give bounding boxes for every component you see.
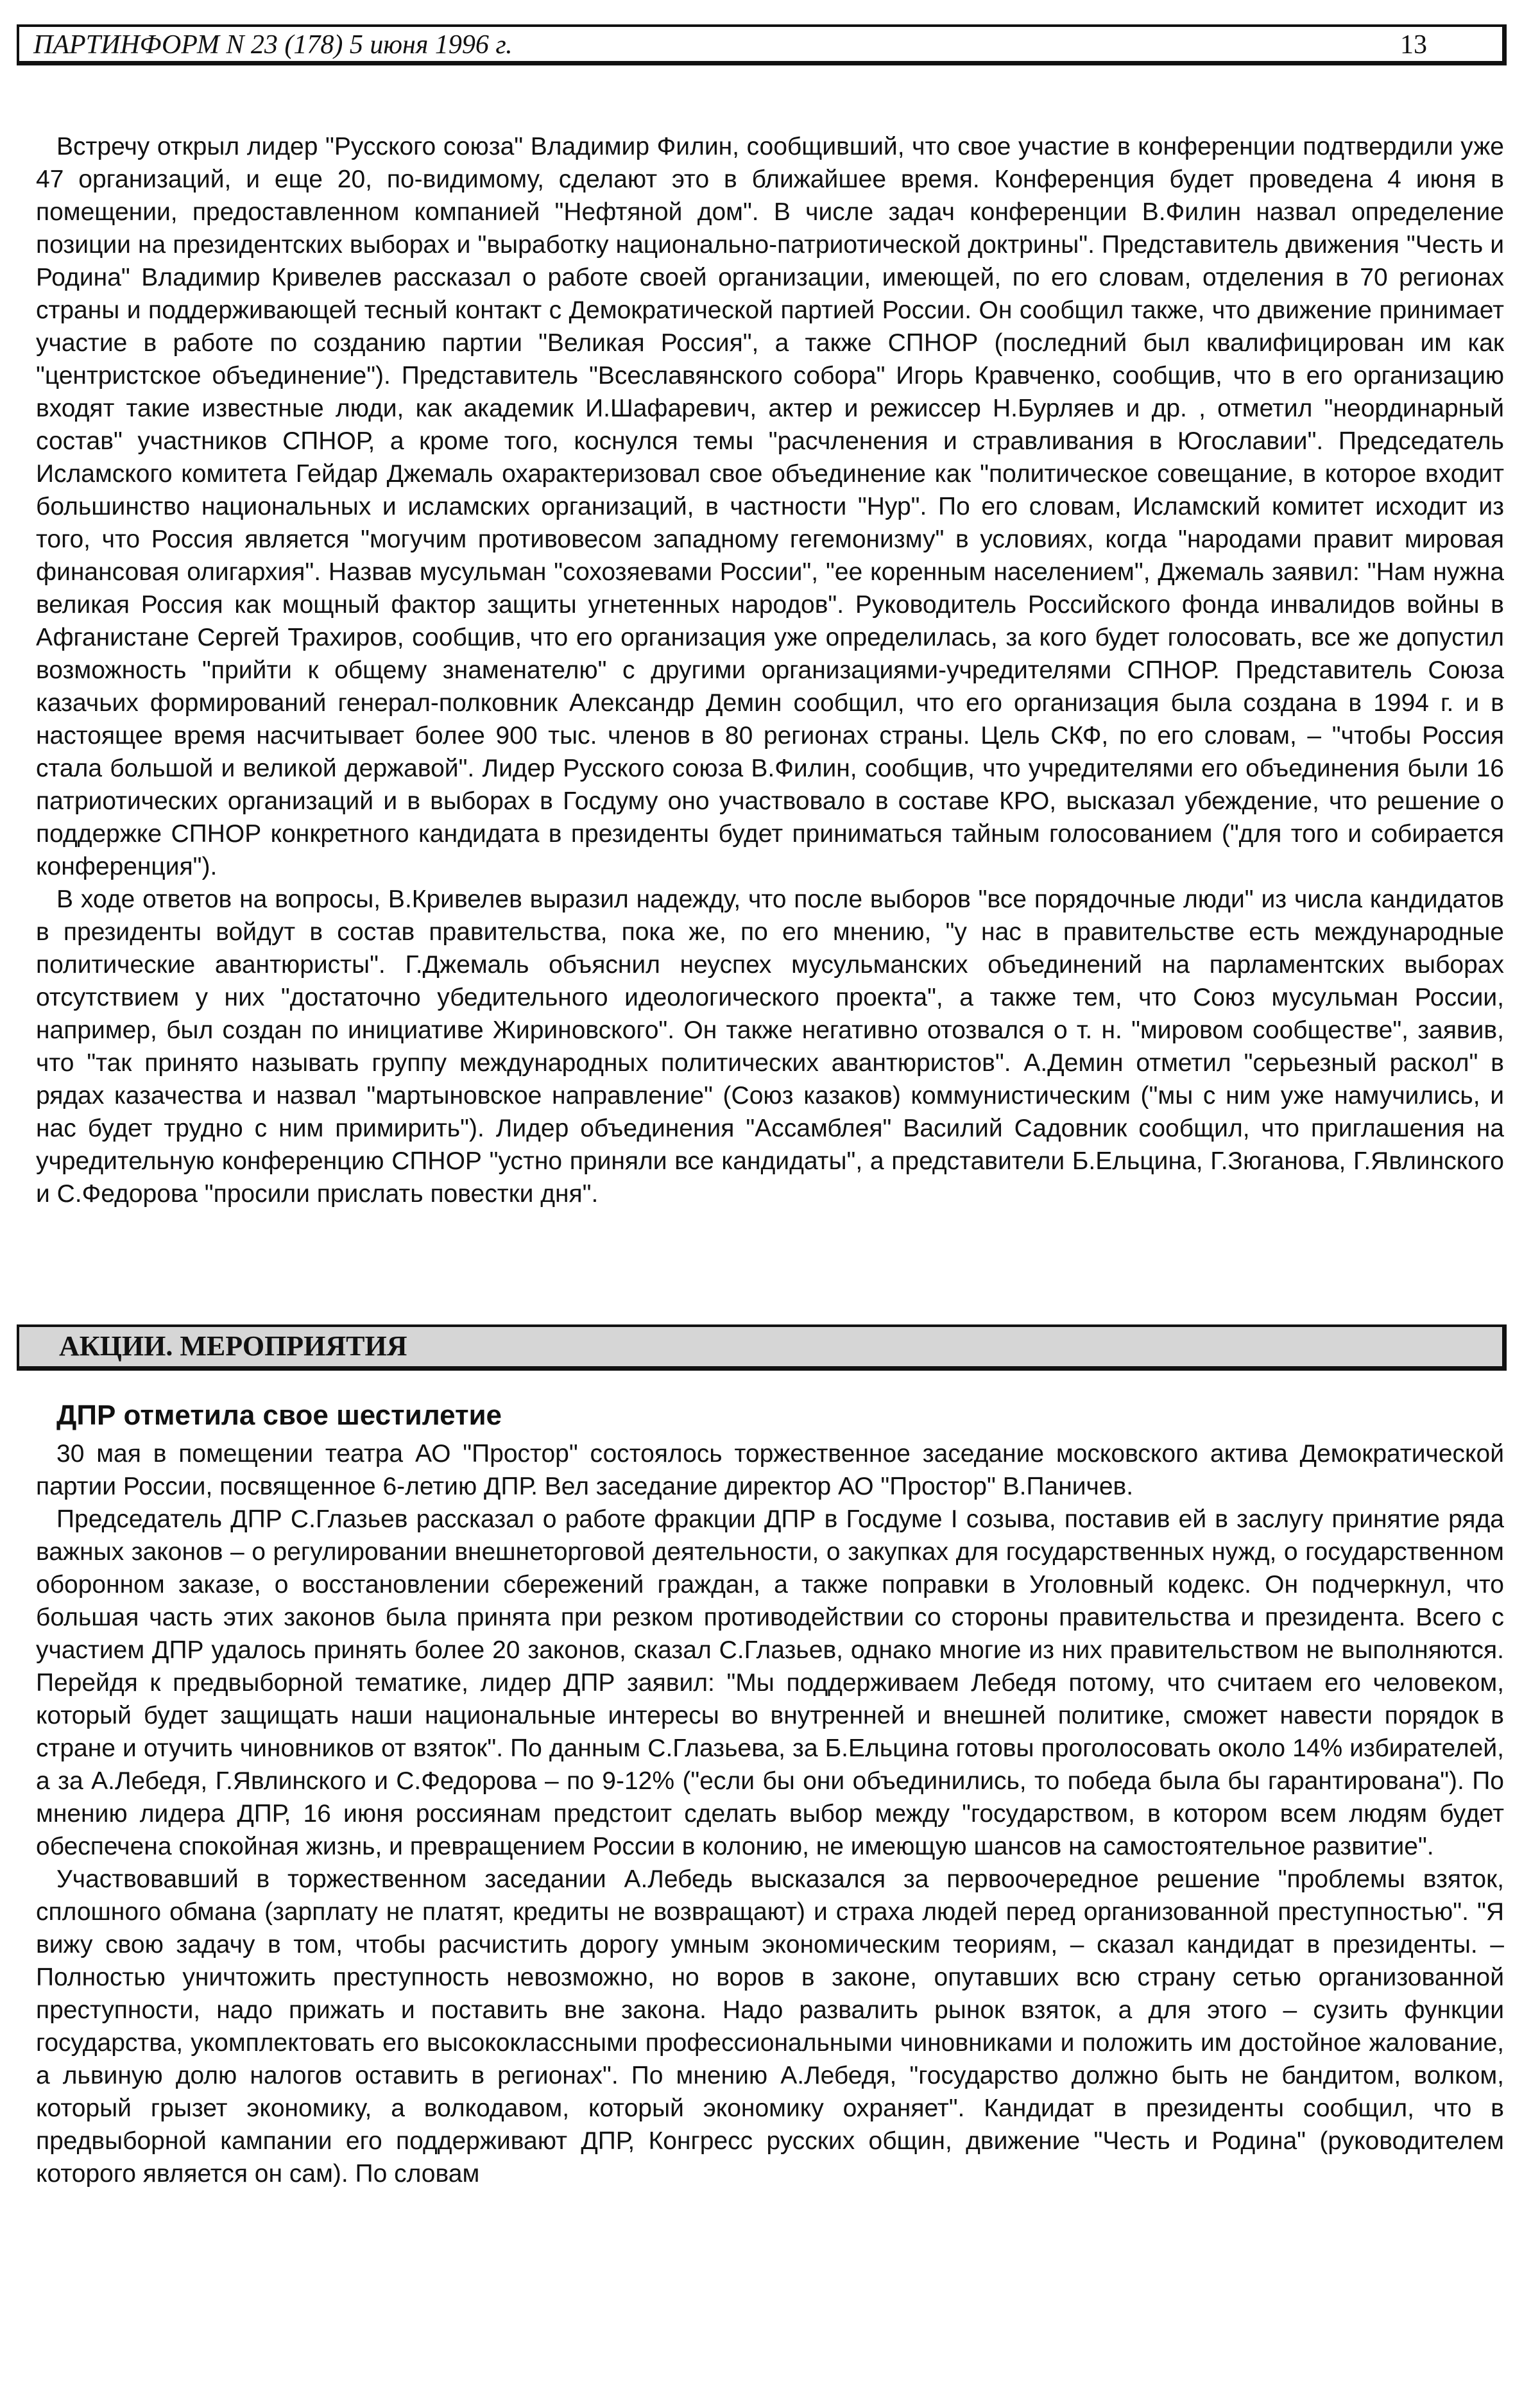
- paragraph: Председатель ДПР С.Глазьев рассказал о работе фракции ДПР в Госдуме I созыва, поставив ей в заслугу принятие ряда важных законов – о регулировании внешнеторговой деятельности, о закупках для государственных нужд, о государственном оборонном заказе, о восстановлении сбережений граждан, а также поправки в Уголовный кодекс. Он подчеркнул, что большая часть этих законов была принята при резком противодействии со стороны правительства и президента. Всего с участием ДПР удалось принять более 20 законов, сказал С.Глазьев, однако многие из них правительством не выполняются. Перейдя к предвыборной тематике, лидер ДПР заявил: "Мы поддерживаем Лебедя потому, что считаем его человеком, который будет защищать наши национальные интересы во внутренней и внешней политике, сможет навести порядок в стране и отучить чиновников от взяток". По данным С.Глазьева, за Б.Ельцина готовы проголосовать около 14% избирателей, а за А.Лебедя, Г.Явлинского и С.Федорова – по 9-12% ("если бы они объединились, то победа была бы гарантирована"). По мнению лидера ДПР, 16 июня россиянам предстоит сделать выбор между "государством, в котором всем людям будет обеспечена спокойная жизнь, и превращением России в колонию, не имеющую шансов на самостоятельное развитие".: [36, 1505, 1504, 1860]
- top-article-body: [36, 130, 1504, 1210]
- paragraph: В ходе ответов на вопросы, В.Кривелев выразил надежду, что после выборов "все порядочные люди" из числа кандидатов в президенты войдут в состав правительства, пока же, по его мнению, "у нас в правительстве есть международные политические авантюристы". Г.Джемаль объяснил неуспех мусульманских объединений на парламентских выборах отсутствием у них "достаточно убедительного идеологического проекта", а также тем, что Союз мусульман России, например, был создан по инициативе Жириновского". Он также негативно отозвался о т. н. "мировом сообществе", заявив, что "так принято называть группу международных политических авантюристов". А.Демин отметил "серьезный раскол" в рядах казачества и назвал "мартыновское направление" (Союз казаков) коммунистическим ("мы с ним уже намучились, и нас будет трудно с ним примирить"). Лидер объединения "Ассамблея" Василий Садовник сообщил, что приглашения на учредительную конференцию СПНОР "устно приняли все кандидаты", а представители Б.Ельцина, Г.Зюганова, Г.Явлинского и С.Федорова "просили прислать повестки дня".: [36, 886, 1504, 1208]
- paragraph: Участвовавший в торжественном заседании А.Лебедь высказался за первоочередное решение "проблемы взяток, сплошного обмана (зарплату не платят, кредиты не возвращают) и страха людей перед организованной преступностью". "Я вижу свою задачу в том, чтобы расчистить дорогу умным экономическим теориям, – сказал кандидат в президенты. – Полностью уничтожить преступность невозможно, но воров в законе, опутавших всю страну сетью организованной преступности, надо прижать и поставить вне закона. Надо развалить рынок взяток, а для этого – сузить функции государства, укомплектовать его высококлассными профессиональными чиновниками и положить им достойное жалование, а львиную долю налогов оставить в регионах". По мнению А.Лебедя, "государство должно быть не бандитом, волком, который грызет экономику, а волкодавом, который экономику охраняет". Кандидат в президенты сообщил, что в предвыборной кампании его поддерживают ДПР, Конгресс русских общин, движение "Честь и Родина" (руководителем которого является он сам). По словам: [36, 1865, 1504, 2188]
- section-heading: АКЦИИ. МЕРОПРИЯТИЯ: [17, 1324, 1507, 1371]
- issue-line: ПАРТИНФОРМ N 23 (178) 5 июня 1996 г.: [33, 30, 513, 60]
- page-header: [17, 24, 1507, 65]
- paragraph: 30 мая в помещении театра АО "Простор" состоялось торжественное заседание московского актива Демократической партии России, посвященное 6-летию ДПР. Вел заседание директор АО "Простор" В.Паничев.: [36, 1440, 1504, 1500]
- page-number: 13: [1400, 30, 1427, 60]
- article-title: ДПР отметила свое шестилетие: [56, 1400, 502, 1431]
- article-body: [36, 1437, 1504, 2190]
- paragraph: Встречу открыл лидер "Русского союза" Владимир Филин, сообщивший, что свое участие в конференции подтвердили уже 47 организаций, и еще 20, по-видимому, сделают это в ближайшее время. Конференция будет проведена 4 июня в помещении, предоставленном компанией "Нефтяной дом". В числе задач конференции В.Филин назвал определение позиции на президентских выборах и "выработку национально-патриотической доктрины". Представитель движения "Честь и Родина" Владимир Кривелев рассказал о работе своей организации, имеющей, по его словам, отделения в 70 регионах страны и поддерживающей тесный контакт с Демократической партией России. Он сообщил также, что движение принимает участие в работе по созданию партии "Великая Россия", а также СПНОР (последний был квалифицирован им как "центристское объединение"). Представитель "Всеславянского собора" Игорь Кравченко, сообщив, что в его организацию входят такие известные люди, как академик И.Шафаревич, актер и режиссер Н.Бурляев и др. , отметил "неординарный состав" участников СПНОР, а кроме того, коснулся темы "расчленения и стравливания в Югославии". Председатель Исламского комитета Гейдар Джемаль охарактеризовал свое объединение как "политическое совещание, в которое входит большинство национальных и исламских организаций, в частности "Нур". По его словам, Исламский комитет исходит из того, что Россия является "могучим противовесом западному гегемонизму" в условиях, когда "народами правит мировая финансовая олигархия". Назвав мусульман "сохозяевами России", "ее коренным населением", Джемаль заявил: "Нам нужна великая Россия как мощный фактор защиты угнетенных народов". Руководитель Российского фонда инвалидов войны в Афганистане Сергей Трахиров, сообщив, что его организация уже определилась, за кого будет голосовать, все же допустил возможность "прийти к общему знаменателю" с другими организациями-учредителями СПНОР. Представитель Союза казачьих формирований генерал-полковник Александр Демин сообщил, что его организация была создана в 1994 г. и в настоящее время насчитывает более 900 тыс. членов в 80 регионах страны. Цель СКФ, по его словам, – "чтобы Россия стала большой и великой державой". Лидер Русского союза В.Филин, сообщив, что учредителями его объединения были 16 патриотических организаций и в выборах в Госдуму оно участвовало в составе КРО, высказал убеждение, что решение о поддержке СПНОР конкретного кандидата в президенты будет приниматься тайным голосованием ("для того и собирается конференция").: [36, 133, 1504, 880]
